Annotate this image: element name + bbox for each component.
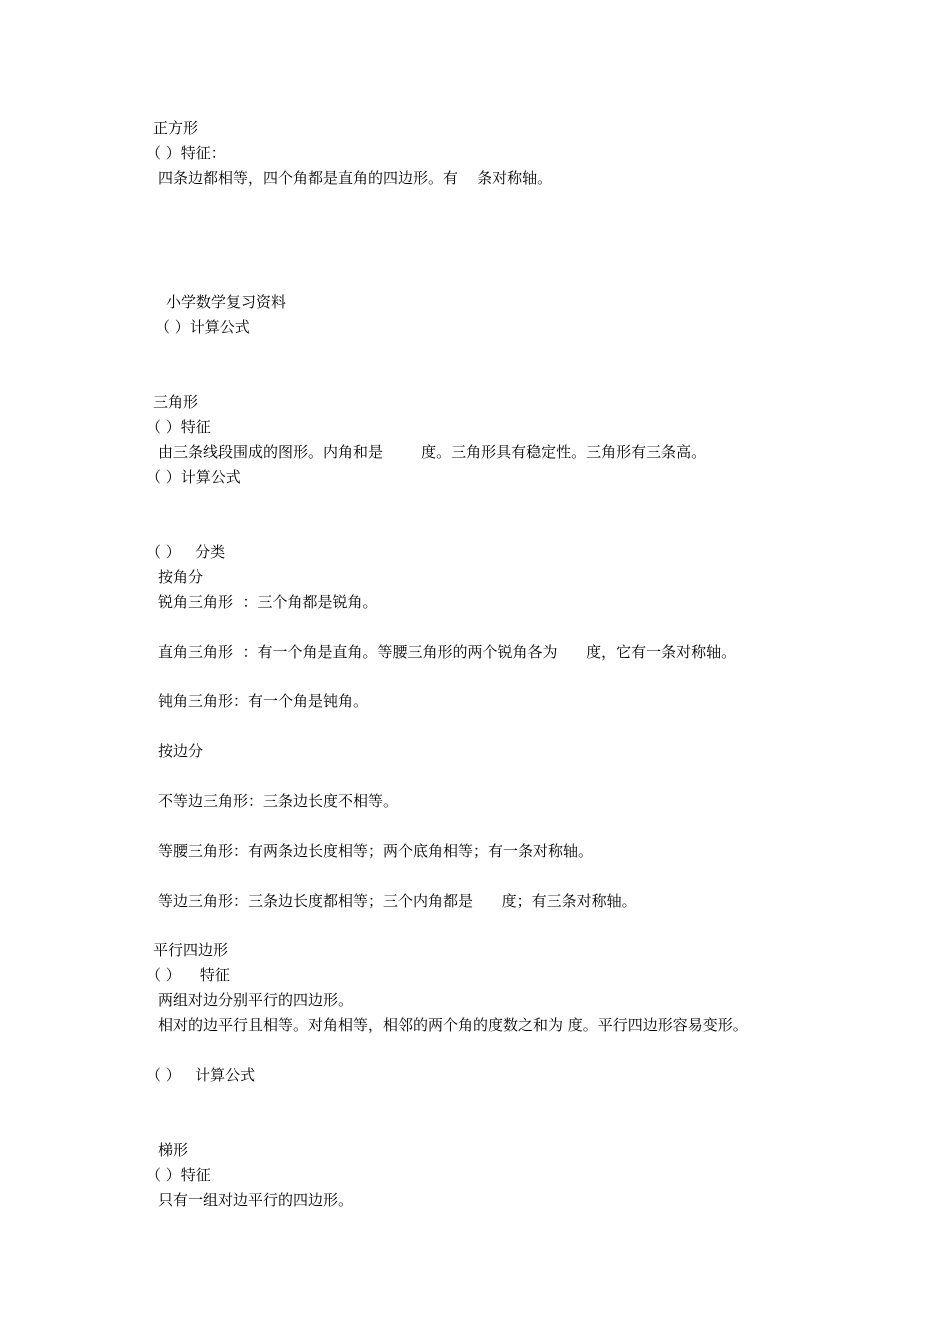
trapezoid-definition: 只有一组对边平行的四边形。 [158, 1191, 354, 1209]
isosceles-triangle-text: 等腰三角形：有两条边长度相等；两个底角相等；有一条对称轴。 [158, 842, 594, 860]
square-formula-label: （ ）计算公式 [155, 318, 250, 336]
heading-square: 正方形 [153, 119, 199, 137]
parallelogram-formula-label: （ ） 计算公式 [146, 1066, 256, 1084]
equilateral-triangle-text: 等边三角形：三条边长度都相等；三个内角都是 度；有三条对称轴。 [158, 892, 637, 910]
trapezoid-features-label: （ ）特征 [146, 1166, 211, 1184]
doc-title: 小学数学复习资料 [166, 293, 287, 311]
acute-triangle-text: 锐角三角形 ：三个角都是锐角。 [158, 593, 378, 611]
heading-trapezoid: 梯形 [158, 1141, 189, 1159]
parallelogram-features-label: （ ） 特征 [146, 966, 230, 984]
by-angle-heading: 按角分 [158, 568, 204, 586]
parallelogram-properties: 相对的边平行且相等。对角相等，相邻的两个角的度数之和为 度。平行四边形容易变形。 [158, 1016, 748, 1034]
triangle-classification-label: （ ） 分类 [146, 543, 226, 561]
square-features-label: （ ）特征： [146, 144, 226, 162]
by-side-heading: 按边分 [158, 742, 204, 760]
triangle-features-text: 由三条线段围成的图形。内角和是 度。三角形具有稳定性。三角形有三条高。 [158, 443, 707, 461]
obtuse-triangle-text: 钝角三角形：有一个角是钝角。 [158, 692, 369, 710]
parallelogram-definition: 两组对边分别平行的四边形。 [158, 991, 354, 1009]
right-triangle-text: 直角三角形 ：有一个角是直角。等腰三角形的两个锐角各为 度，它有一条对称轴。 [158, 643, 737, 661]
heading-triangle: 三角形 [153, 393, 199, 411]
triangle-formula-label: （ ）计算公式 [146, 468, 241, 486]
square-features-text: 四条边都相等，四个角都是直角的四边形。有 条对称轴。 [158, 169, 553, 187]
scalene-triangle-text: 不等边三角形：三条边长度不相等。 [158, 792, 399, 810]
triangle-features-label: （ ）特征 [146, 418, 211, 436]
heading-parallelogram: 平行四边形 [153, 941, 229, 959]
